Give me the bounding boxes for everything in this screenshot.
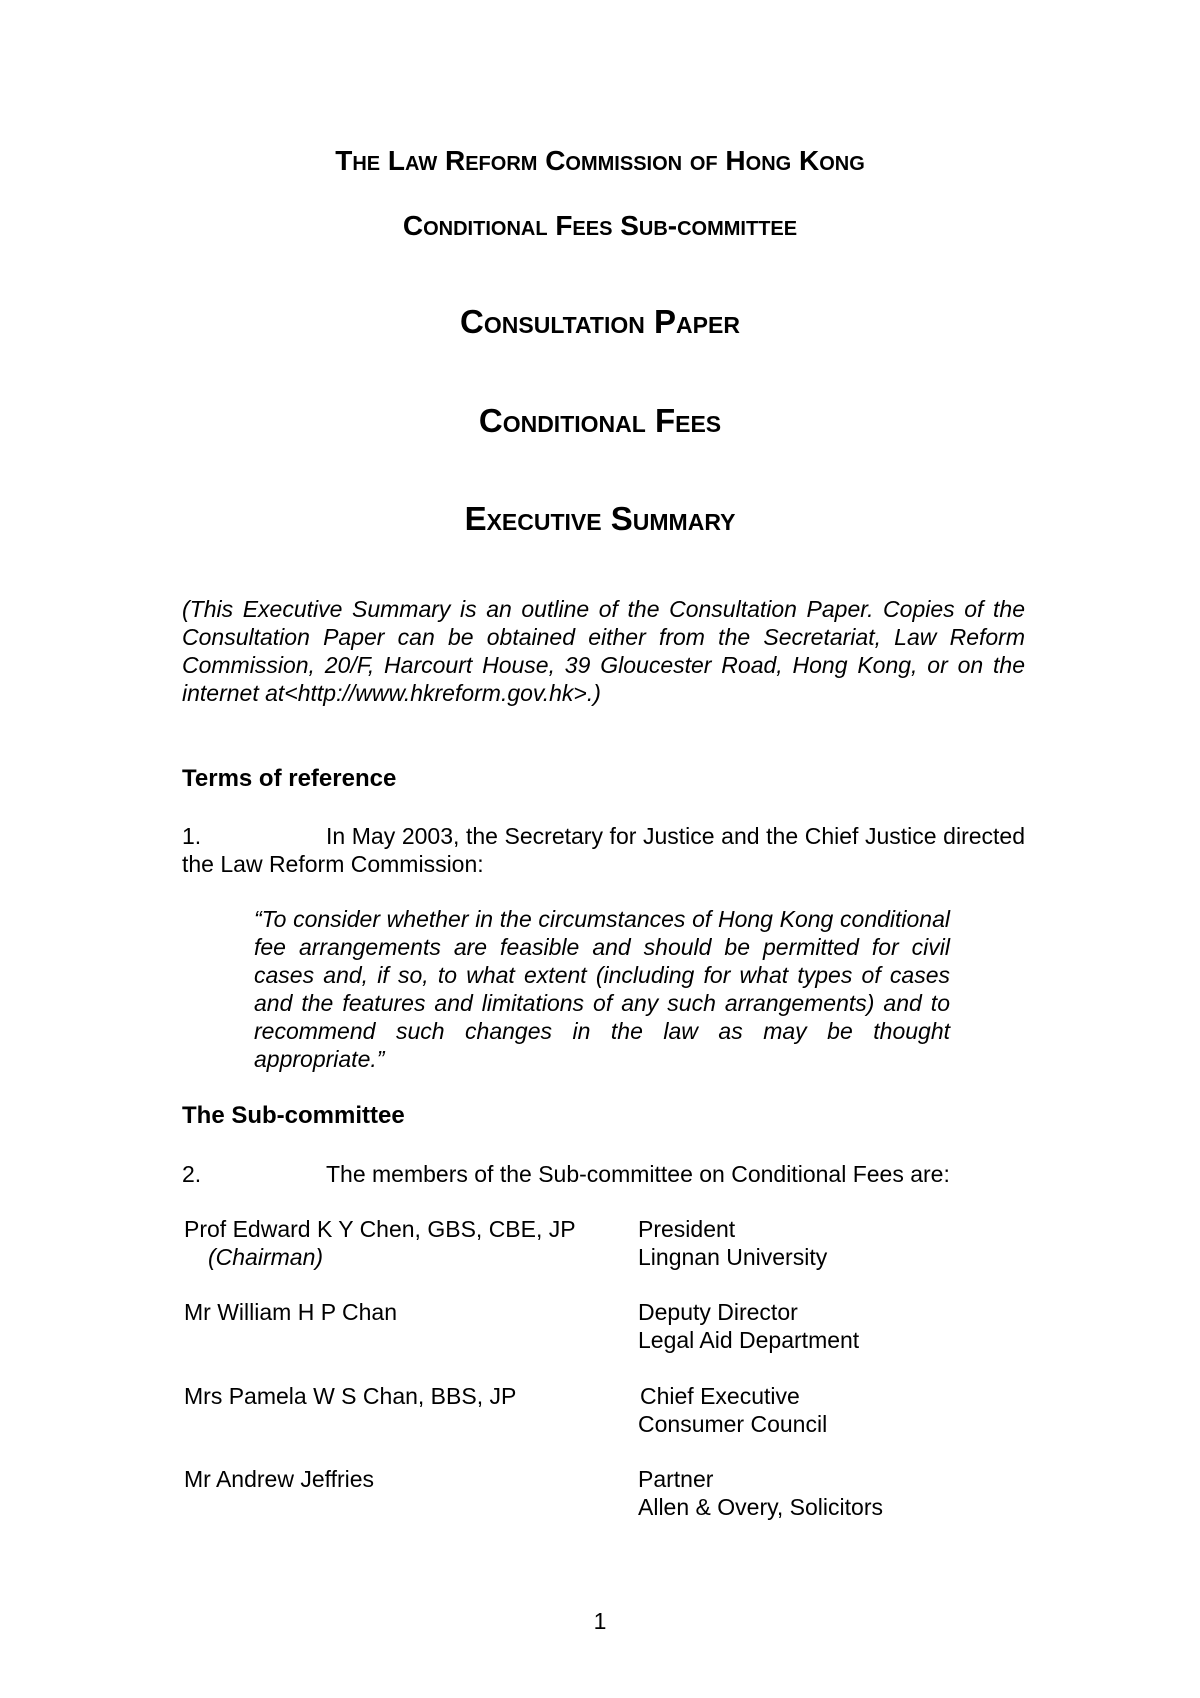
terms-of-reference-heading: Terms of reference [182,765,397,792]
member-role: President [638,1216,736,1242]
member-name: Mrs Pamela W S Chan, BBS, JP [184,1383,517,1409]
paper-type-title: Consultation Paper [460,303,740,340]
paragraph-1 [182,822,1025,878]
member-organisation: Allen & Overy, Solicitors [638,1494,883,1520]
paper-subject-title: Conditional Fees [478,402,722,439]
member-note: (Chairman) [208,1244,324,1270]
paragraph-text: In May 2003, the Secretary for Justice and the Chief Justice directed the Law Reform Commission: [182,823,1025,877]
member-name: Mr William H P Chan [184,1299,397,1325]
member-role: Deputy Director [638,1299,798,1325]
paragraph-text: The members of the Sub-committee on Conditional Fees are: [326,1161,950,1187]
member-organisation: Consumer Council [638,1411,828,1437]
member-role: Partner [638,1466,714,1492]
paragraph-2 [182,1160,1025,1188]
intro-note: (This Executive Summary is an outline of the Consultation Paper. Copies of the Consultation Paper can be obtained either from the Secretariat, Law Reform Commission, 20/F, Harcourt House, 39 Gloucester Road, Hong Kong, or on the internet at<http://www.hkreform.gov.hk>.) [182,596,1025,706]
commission-title: The Law Reform Commission of Hong Kong [335,145,865,176]
terms-quote: “To consider whether in the circumstances of Hong Kong conditional fee arrangements are feasible and should be permitted for civil cases and, if so, to what extent (including for what types of cases and the features and limitations of any such arrangements) and to recommend such changes in the law as may be thought appropriate.” [254,906,950,1072]
paragraph-number: 1. [182,823,202,849]
member-name: Prof Edward K Y Chen, GBS, CBE, JP [184,1216,576,1242]
member-role: Chief Executive [640,1383,800,1409]
member-organisation: Legal Aid Department [638,1327,860,1353]
member-organisation: Lingnan University [638,1244,828,1270]
paragraph-number: 2. [182,1161,202,1187]
subcommittee-title: Conditional Fees Sub-committee [402,210,798,241]
subcommittee-heading: The Sub-committee [182,1102,405,1129]
executive-summary-title: Executive Summary [464,500,736,537]
member-name: Mr Andrew Jeffries [184,1466,375,1492]
page-number: 1 [593,1608,607,1634]
